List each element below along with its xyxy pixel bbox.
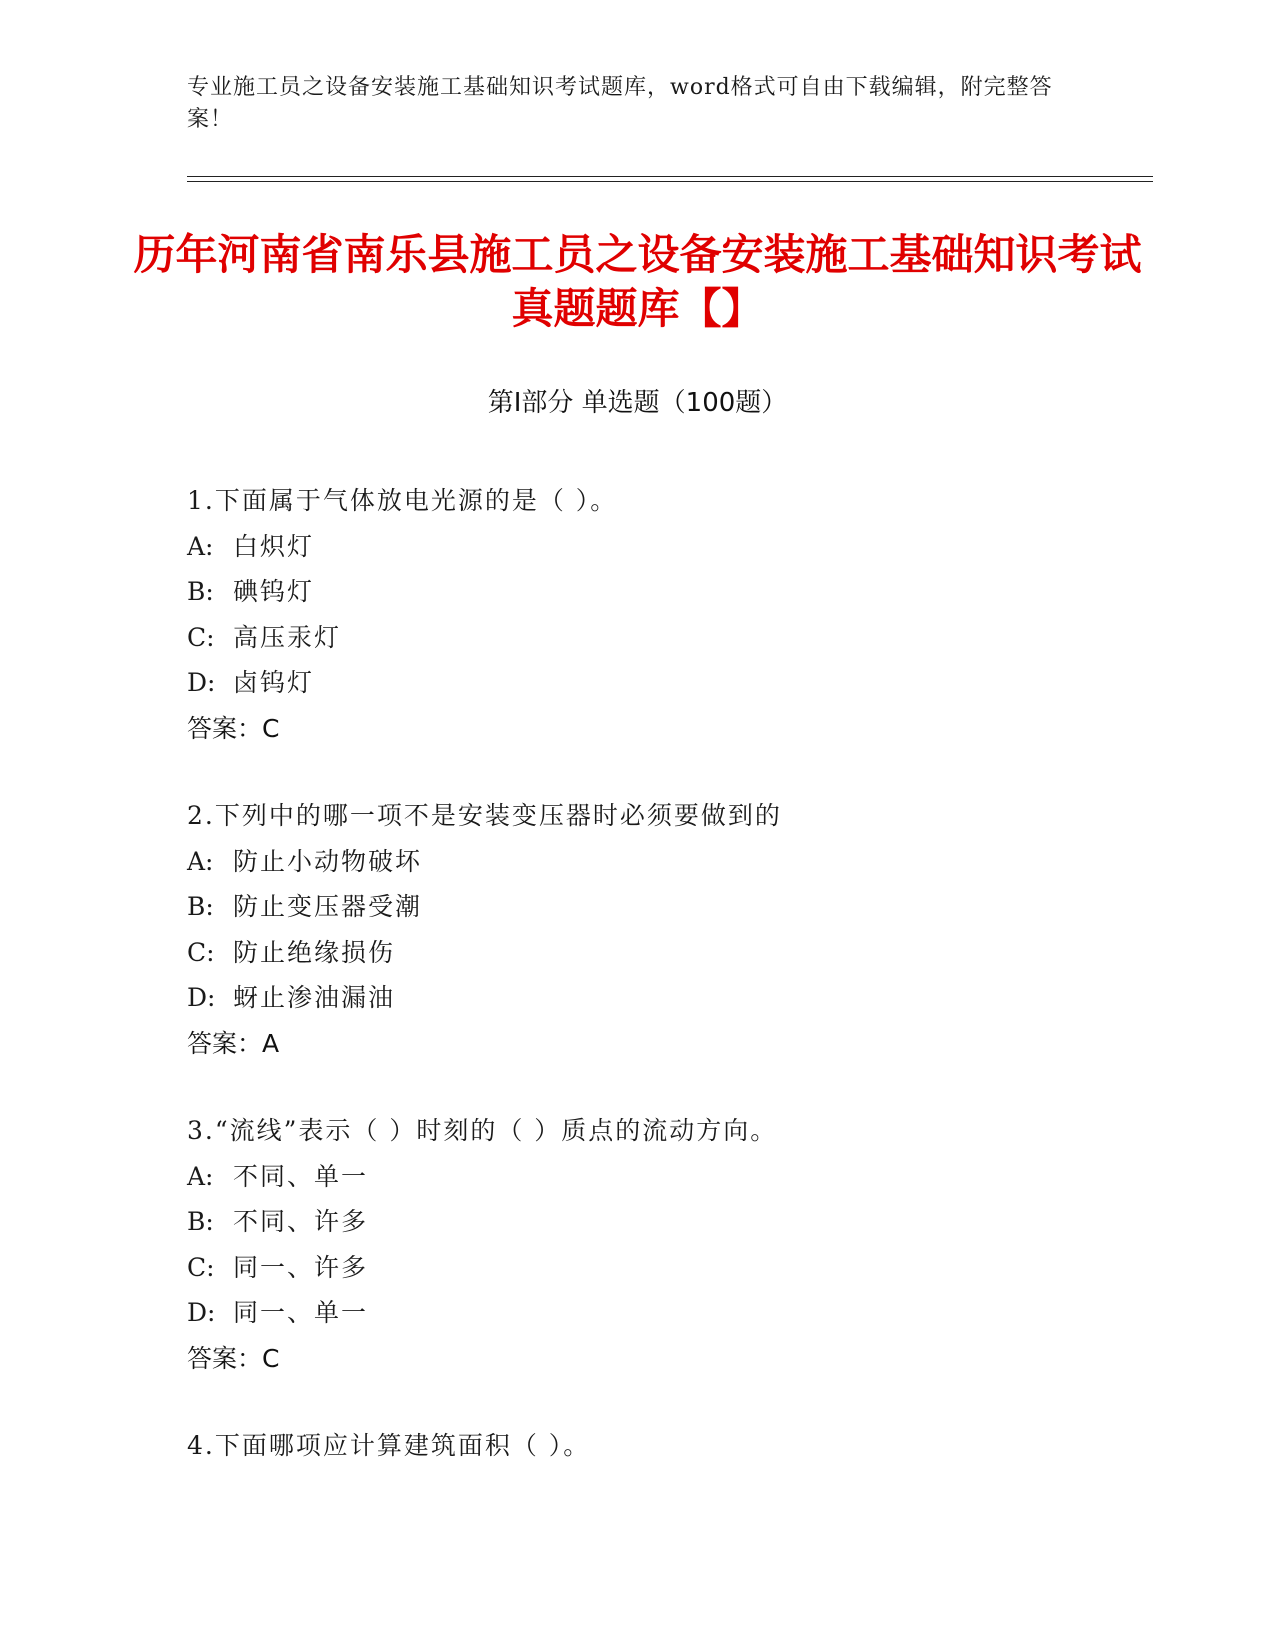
option-text: 白炽灯	[233, 531, 315, 561]
option-text: 高压汞灯	[233, 622, 342, 652]
answer-value: C	[262, 713, 280, 743]
option-c	[187, 615, 1137, 661]
option-letter: B:	[187, 892, 214, 921]
option-letter: A:	[187, 531, 214, 561]
option-a	[187, 839, 1137, 885]
answer-line	[187, 706, 1137, 752]
question-3	[187, 1108, 1137, 1381]
option-letter: D:	[187, 1298, 216, 1327]
option-c	[187, 1245, 1137, 1291]
answer-line	[187, 1336, 1137, 1382]
question-4	[187, 1423, 1137, 1469]
option-letter: A:	[187, 1161, 214, 1191]
option-letter: B:	[187, 577, 214, 606]
question-stem: 4.下面哪项应计算建筑面积（ ）。	[187, 1431, 591, 1460]
option-a	[187, 524, 1137, 570]
answer-value: C	[262, 1343, 280, 1373]
option-text: 防止绝缘损伤	[233, 937, 396, 967]
option-d	[187, 975, 1137, 1021]
option-letter: B:	[187, 1207, 214, 1236]
section-heading: 第Ⅰ部分 单选题（100题）	[487, 388, 788, 418]
option-b	[187, 569, 1137, 615]
header-rule-bottom	[187, 181, 1153, 182]
option-d	[187, 1290, 1137, 1336]
answer-label: 答案：	[187, 713, 263, 743]
option-letter: C:	[187, 622, 215, 652]
option-text: 卤钨灯	[233, 668, 315, 697]
header-note: 专业施工员之设备安装施工基础知识考试题库，word格式可自由下载编辑，附完整答案！	[187, 75, 1053, 132]
option-letter: C:	[187, 1252, 215, 1282]
question-stem: 1.下面属于气体放电光源的是（ ）。	[187, 486, 618, 515]
option-c	[187, 930, 1137, 976]
option-letter: D:	[187, 668, 216, 697]
question-1	[187, 478, 1137, 751]
question-list	[187, 478, 1137, 1511]
answer-line	[187, 1021, 1137, 1067]
option-b	[187, 884, 1137, 930]
question-2	[187, 793, 1137, 1066]
question-stem: 3.“流线”表示（ ）时刻的（ ）质点的流动方向。	[187, 1116, 778, 1145]
question-stem: 2.下列中的哪一项不是安装变压器时必须要做到的	[187, 801, 782, 830]
option-text: 不同、单一	[233, 1161, 369, 1191]
option-letter: A:	[187, 846, 214, 876]
answer-label: 答案：	[187, 1343, 263, 1373]
header-rule-top	[187, 176, 1153, 177]
option-d	[187, 660, 1137, 706]
option-text: 不同、许多	[233, 1207, 369, 1236]
answer-value: A	[262, 1028, 280, 1058]
option-text: 同一、许多	[233, 1252, 369, 1282]
option-b	[187, 1199, 1137, 1245]
option-letter: C:	[187, 937, 215, 967]
document-title: 历年河南省南乐县施工员之设备安装施工基础知识考试真题题库【】	[133, 230, 1142, 333]
option-letter: D:	[187, 983, 216, 1012]
answer-label: 答案：	[187, 1028, 263, 1058]
option-text: 同一、单一	[233, 1298, 369, 1327]
option-a	[187, 1154, 1137, 1200]
option-text: 蚜止渗油漏油	[233, 983, 396, 1012]
option-text: 碘钨灯	[233, 577, 315, 606]
option-text: 防止变压器受潮	[233, 892, 423, 921]
option-text: 防止小动物破坏	[233, 846, 423, 876]
